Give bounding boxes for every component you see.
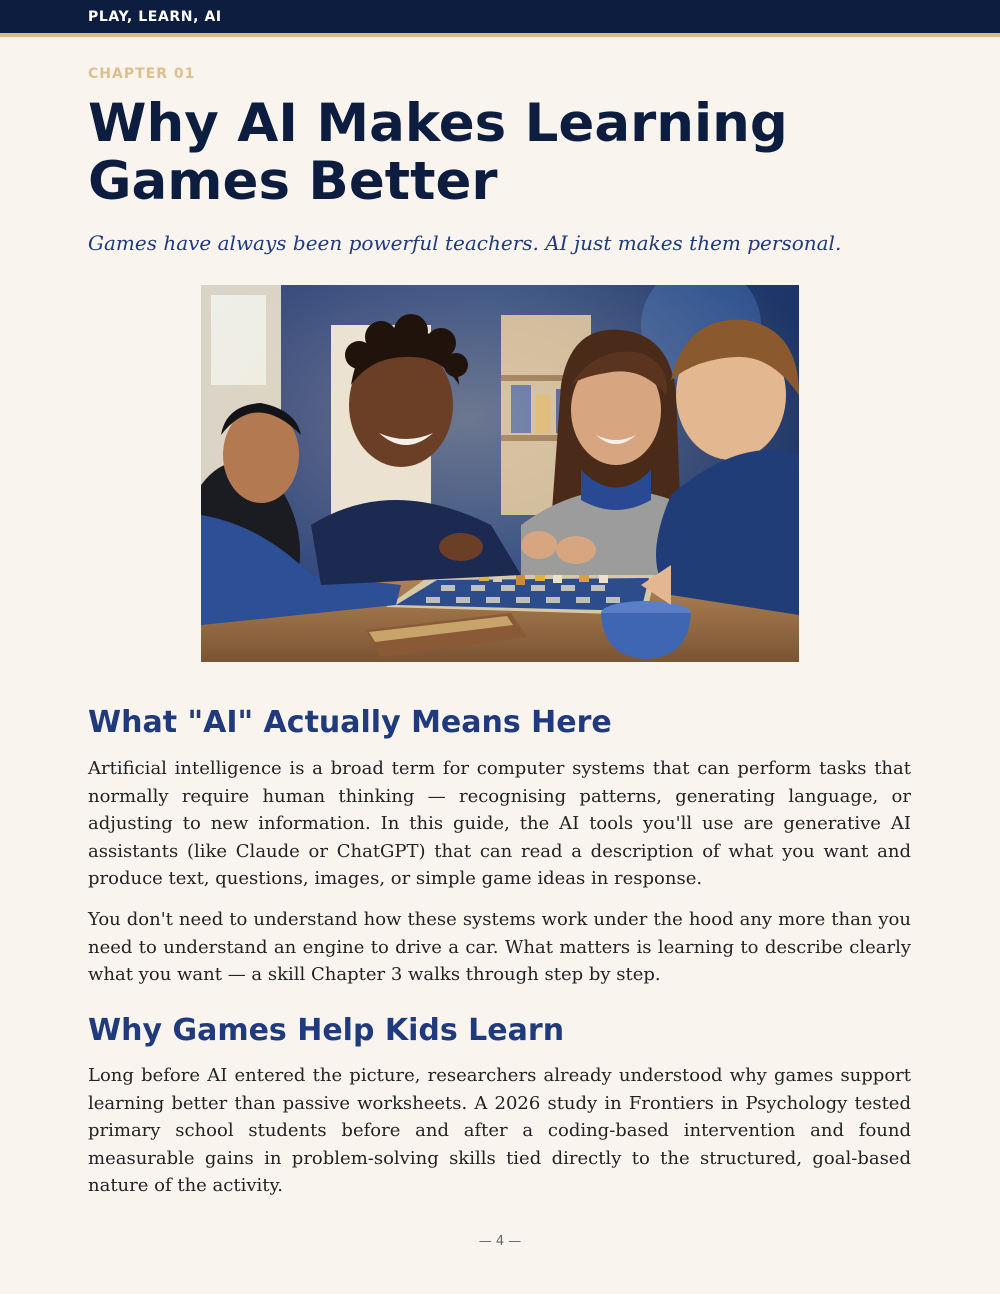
running-header-bar [0, 0, 1000, 37]
section-heading-why-games-help: Why Games Help Kids Learn [88, 1013, 565, 1048]
hero-image [201, 285, 799, 662]
running-title: PLAY, LEARN, AI [88, 9, 222, 25]
paragraph: Artificial intelligence is a broad term for computer systems that can perform tasks that normally require human thinking — recognising patterns, generating language, or adjusting to new information. In this guide, the AI tools you'll use are generative AI assistants (like Claude or ChatGPT) that can read a description of what you want and produce text, questions, images, or simple game ideas in response. [88, 758, 911, 890]
chapter-label: CHAPTER 01 [88, 66, 196, 82]
page-title: Why AI Makes Learning Games Better [88, 93, 788, 212]
paragraph: Long before AI entered the picture, researchers already understood why games support learning better than passive worksheets. A 2026 study in Frontiers in Psychology tested primary school students before and after a coding-based intervention and found measurable gains in problem-solving skills tied directly to the structured, goal-based nature of the activity. [88, 1065, 911, 1197]
hero-illustration [201, 285, 799, 662]
page-number: — 4 — [478, 1234, 522, 1249]
section-heading-what-ai-means: What "AI" Actually Means Here [88, 705, 612, 740]
chapter-subtitle: Games have always been powerful teachers. AI just makes them personal. [88, 231, 842, 255]
paragraph: You don't need to understand how these systems work under the hood any more than you need to understand an engine to drive a car. What matters is learning to describe clearly what you want — a skill Chapter 3 walks through step by step. [88, 909, 911, 986]
